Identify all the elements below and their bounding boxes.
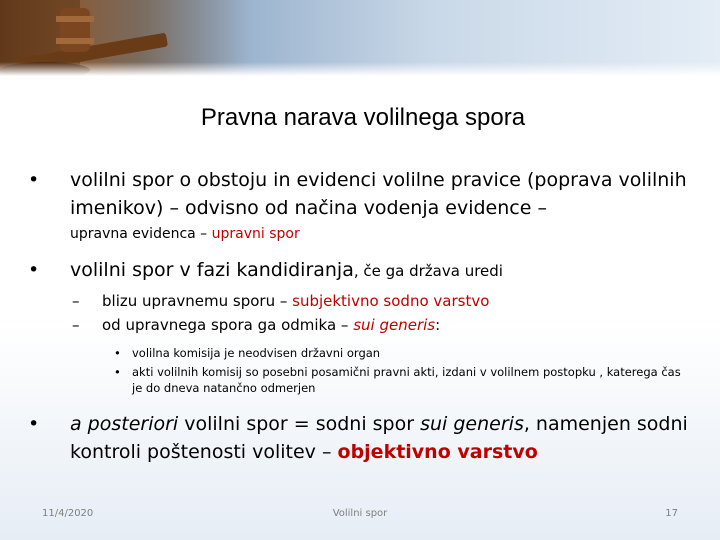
- footer-title: Volilni spor: [332, 508, 388, 519]
- bullet-3-italic-1: a posteriori: [70, 413, 179, 435]
- sub-bullet-2-after: :: [435, 316, 441, 334]
- bullet-1-note-text: upravna evidenca –: [70, 226, 212, 242]
- header-banner: [0, 0, 720, 76]
- subsub-bullet-1-text: volilna komisija je neodvisen državni organ: [132, 346, 381, 360]
- bullet-1-note-red: upravni spor: [211, 226, 300, 242]
- bullet-2-main: volilni spor v fazi kandidiranja: [70, 259, 354, 281]
- bullet-2-rest: , če ga država uredi: [353, 262, 503, 280]
- sub-bullet-1-text: blizu upravnemu sporu –: [102, 292, 293, 310]
- bullet-marker: •: [28, 413, 40, 435]
- subsub-bullet-2-text: akti volilnih komisij so posebni posamični pravni akti, izdani v volilnem postopku , katerega čas je do dneva natančno odmerjen: [132, 365, 681, 395]
- bullet-1-note: [70, 222, 688, 246]
- bullet-marker: •: [114, 365, 121, 379]
- sub-bullet-2: [28, 313, 688, 337]
- sub-bullet-2-red: sui generis: [353, 316, 436, 334]
- bullet-1-rest: (poprava volilnih imenikov) – odvisno od načina vodenja evidence –: [70, 169, 687, 219]
- subsub-bullet-2: [28, 364, 688, 396]
- page-number: 17: [665, 508, 678, 519]
- bullet-3-red: objektivno varstvo: [337, 441, 538, 463]
- bullet-marker: •: [28, 169, 40, 191]
- banner-fade: [0, 62, 720, 76]
- sub-bullet-2-text: od upravnega spora ga odmika –: [102, 316, 354, 334]
- bullet-marker: •: [114, 346, 121, 360]
- bullet-1-main: volilni spor o obstoju in evidenci volilne pravice: [70, 169, 521, 191]
- bullet-3-italic-2: sui generis: [420, 413, 524, 435]
- sub-bullet-1: [28, 289, 688, 313]
- bullet-2: [28, 256, 688, 285]
- dash-marker: –: [72, 292, 80, 310]
- dash-marker: –: [72, 316, 80, 334]
- bullet-3-text-1: volilni spor = sodni spor: [178, 413, 421, 435]
- bullet-3-text-2: , namenjen sodni kontroli poštenosti volitev –: [70, 413, 688, 463]
- bullet-3: [28, 410, 688, 466]
- slide-title: Pravna narava volilnega spora: [200, 104, 526, 131]
- footer-date: 11/4/2020: [42, 508, 94, 519]
- sub-bullet-1-red: subjektivno sodno varstvo: [292, 292, 490, 310]
- slide-content: [28, 166, 688, 476]
- bullet-1: [28, 166, 688, 246]
- subsub-bullet-1: [28, 345, 688, 361]
- bullet-marker: •: [28, 259, 40, 281]
